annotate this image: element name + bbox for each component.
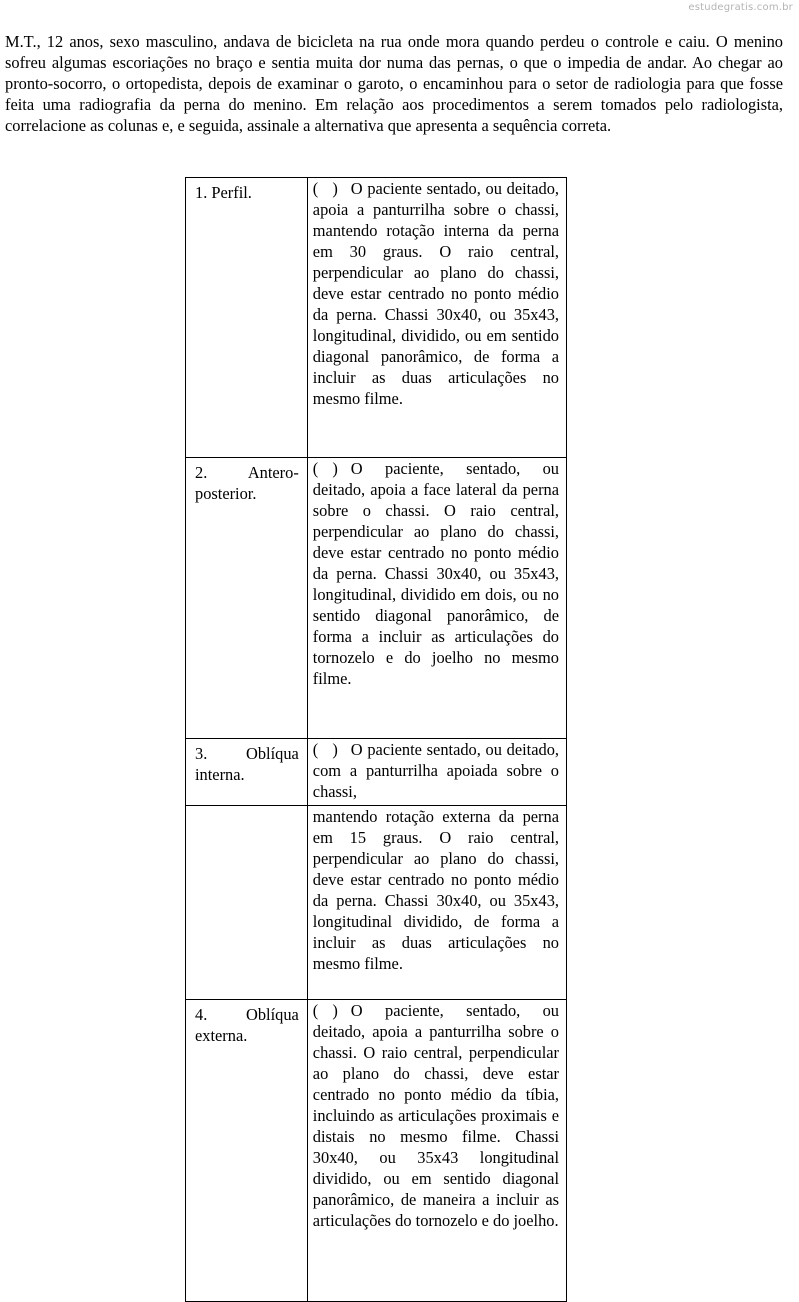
column-1-item [186, 1000, 308, 1302]
answer-blank[interactable]: ( ) [312, 179, 343, 198]
column-1-item [186, 458, 308, 739]
procedure-description-continuation: mantendo rotação externa da perna em 15 graus. O raio central, perpendicular ao plano do chassi, deve estar centrado no ponto médio da perna. Chassi 30x40, ou 35x43, longitudinal dividido, de forma a incluir as duas articulações no mesmo filme. [312, 807, 559, 973]
table-row [186, 739, 567, 806]
column-1-item [186, 178, 308, 458]
column-2-item [307, 178, 566, 458]
view-label: 4. Oblíqua externa. [195, 1005, 299, 1045]
answer-blank[interactable]: ( ) [312, 1001, 343, 1020]
view-label: 3. Oblíqua interna. [195, 744, 299, 784]
view-label: 1. Perfil. [195, 183, 252, 202]
empty-cell [186, 806, 308, 1000]
procedure-description: O paciente sentado, ou deitado, apoia a panturrilha sobre o chassi, mantendo rotação interna da perna em 30 graus. O raio central, perpendicular ao plano do chassi, deve estar centrado no ponto médio da perna. Chassi 30x40, ou 35x43, longitudinal, dividido, ou em sentido diagonal panorâmico, de forma a incluir as duas articulações no mesmo filme. [312, 179, 559, 408]
procedure-description: O paciente sentado, ou deitado, com a panturrilha apoiada sobre o chassi, [312, 740, 559, 801]
answer-blank[interactable]: ( ) [312, 740, 343, 759]
procedure-description: O paciente, sentado, ou deitado, apoia a face lateral da perna sobre o chassi. O raio central, perpendicular ao plano do chassi, deve estar centrado no ponto médio da perna. Chassi 30x40, ou 35x43, longitudinal, dividido em dois, ou no sentido diagonal panorâmico, de forma a incluir as articulações do tornozelo e do joelho no mesmo filme. [312, 459, 559, 688]
table-row [186, 178, 567, 458]
table-row [186, 1000, 567, 1302]
procedure-description: O paciente, sentado, ou deitado, apoia a panturrilha sobre o chassi. O raio central, perpendicular ao plano do chassi, deve estar centrado no ponto médio da tíbia, incluindo as articulações proximais e distais no mesmo filme. Chassi 30x40, ou 35x43 longitudinal dividido, ou em sentido diagonal panorâmico, de maneira a incluir as articulações do tornozelo e do joelho. [312, 1001, 559, 1230]
column-2-item-continuation [307, 806, 566, 1000]
column-2-item [307, 458, 566, 739]
site-watermark: estudegratis.com.br [688, 2, 793, 13]
question-statement: M.T., 12 anos, sexo masculino, andava de bicicleta na rua onde mora quando perdeu o controle e caiu. O menino sofreu algumas escoriações no braço e sentia muita dor numa das pernas, o que o impedia de andar. Ao chegar ao pronto-socorro, o ortopedista, depois de examinar o garoto, o encaminhou para o setor de radiologia para que fosse feita uma radiografia da perna do menino. Em relação aos procedimentos a serem tomados pelo radiologista, correlacione as colunas e, e seguida, assinale a alternativa que apresenta a sequência correta. [5, 32, 783, 135]
view-label: 2. Antero-posterior. [195, 463, 299, 503]
correlation-table [185, 177, 567, 1302]
answer-blank[interactable]: ( ) [312, 459, 343, 478]
table-row-continuation [186, 806, 567, 1000]
column-1-item [186, 739, 308, 806]
column-2-item [307, 1000, 566, 1302]
table-row [186, 458, 567, 739]
column-2-item [307, 739, 566, 806]
